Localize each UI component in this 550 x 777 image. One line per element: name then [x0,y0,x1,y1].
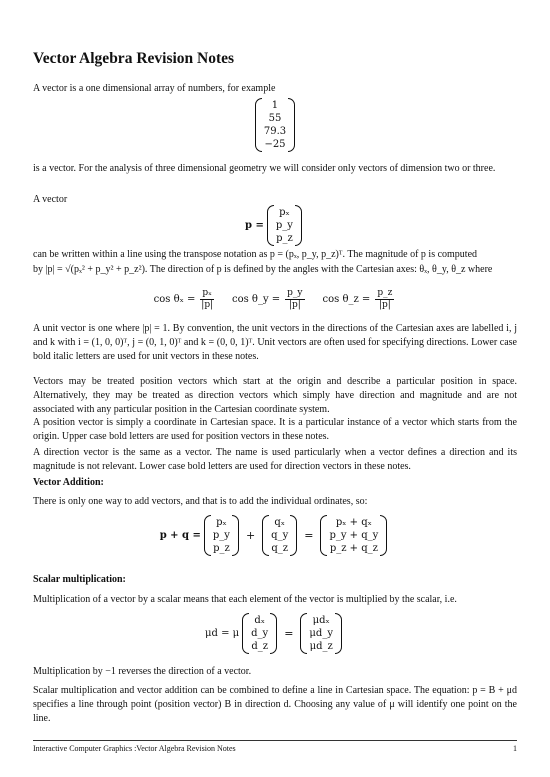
footer [33,744,517,753]
p-eq-label: p = [245,220,264,231]
add-sum-entry: p_z + q_z [329,543,378,554]
para-scalar: Multiplication of a vector by a scalar means that each element of the vector is multiplied by the scalar, i.e. [33,594,457,605]
cos-equation: cos θ_z = $\frac{p\_z}{|p|}$ [322,288,393,310]
cos-equations [33,288,517,311]
example-vector-entry: 55 [268,113,282,124]
para-direction-vector: A direction vector is the same as a vector. The name is used particularly when a vector defines a direction and its magnitude is not relevant. Lower case bold letters are used for direction vectors in these notes. [33,447,517,472]
example-vector-entry: 79.3 [263,126,287,137]
add-q-entry: q_z [271,543,289,554]
page-title: Vector Algebra Revision Notes [33,50,235,67]
para-position-vector: A position vector is simply a coordinate in Cartesian space. It is a particular instance of a vector which starts from the origin. Upper case bold letters are used for position vectors in these notes. [33,417,517,442]
scalar-result-entry: μd_y [309,628,333,639]
scalar-result-entry: μd_z [309,641,333,652]
page-number: 1 [513,744,517,753]
para-line: Scalar multiplication and vector addition can be combined to define a line in Cartesian space. The equation: p = B + μd specifies a line through point (position vector) B in direction d. Choosing any value of μ will identify one point on the line. [33,685,517,724]
para-unit-vectors: A unit vector is one where |p| = 1. By convention, the unit vectors in the directions of the Cartesian axes are labelled i, j and k with i = (1, 0, 0)ᵀ, j = (0, 1, 0)ᵀ and k = (0, 0, 1)ᵀ. Unit vectors are often used for specifying directions. Lower case bold italic letters are used for unit vectors in these notes. [33,323,517,362]
add-sum-entry: pₓ + qₓ [335,517,372,528]
scalar-equation: μd = μ dₓ d_y d_z = μdₓ μd_y μd_z [33,613,517,654]
footer-rule [33,740,517,741]
scalar-d-entry: d_y [251,628,269,639]
add-q-entry: qₓ [274,517,286,528]
addition-equation: p + q = pₓ p_y p_z + qₓ q_y q_z = pₓ + qₓ p_y + q_y p_z + q_z [33,515,517,556]
p-vector-equation [33,205,517,246]
p-vector-entry: p_y [275,220,293,231]
add-q-entry: q_y [271,530,289,541]
scalar-d-entry: d_z [251,641,268,652]
intro-text: A vector is a one dimensional array of numbers, for example [33,83,276,94]
add-eq-lhs: p + q = [159,530,201,541]
document-page [33,0,517,777]
add-sum-entry: p_y + q_y [329,530,379,541]
heading-vector-addition: Vector Addition: [33,477,104,488]
para-transpose-2: by |p| = √(pₓ² + p_y² + p_z²). The direction of p is defined by the angles with the Cartesian axes: θₓ, θ_y, θ_z where [33,264,493,275]
p-vector-entry: p_z [276,233,293,244]
para-position-direction: Vectors may be treated position vectors which start at the origin and describe a particular position in space. Alternatively, they may be treated as direction vectors which simply have direction and magnitude and are not associated with any particular position in the Cartesian coordinate system. [33,376,517,415]
add-p-entry: pₓ [216,517,227,528]
add-p-entry: p_z [213,543,230,554]
para-vector-definition: is a vector. For the analysis of three dimensional geometry we will consider only vectors of dimension two or three. [33,163,496,174]
example-vector-entry: −25 [264,139,286,150]
para-transpose-1: can be written within a line using the transpose notation as p = (pₓ, p_y, p_z)ᵀ. The magnitude of p is computed [33,249,478,260]
scalar-d-entry: dₓ [254,615,265,626]
add-p-entry: p_y [212,530,230,541]
footer-title: Interactive Computer Graphics :Vector Algebra Revision Notes [33,744,236,753]
p-vector-entry: pₓ [279,207,290,218]
para-addition: There is only one way to add vectors, and that is to add the individual ordinates, so: [33,496,368,507]
cos-equation: cos θ_y = $\frac{p\_y}{|p|}$ [232,288,303,310]
scalar-eq-lhs: μd = μ [205,628,240,639]
example-vector [33,98,517,152]
heading-scalar-multiplication: Scalar multiplication: [33,574,126,585]
scalar-result-entry: μdₓ [312,615,330,626]
a-vector-text: A vector [33,194,68,205]
cos-equation: cos θₓ = $\frac{\text{pₓ}}{|p|}$ [153,288,214,310]
para-reverse: Multiplication by −1 reverses the direction of a vector. [33,666,252,677]
example-vector-entry: 1 [271,100,279,111]
